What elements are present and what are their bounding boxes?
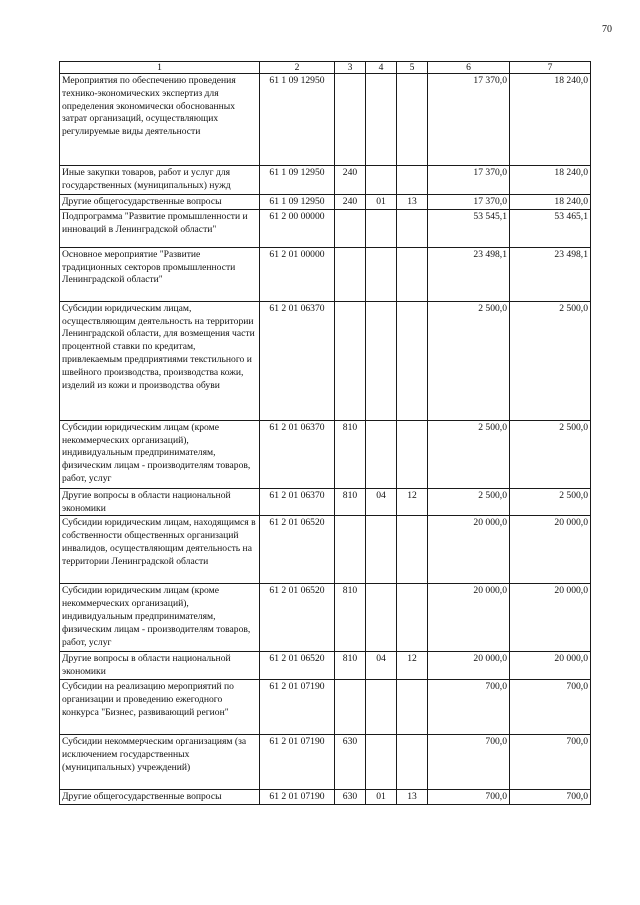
row-section [366,734,397,789]
row-expense-type [335,74,366,166]
row-name: Другие вопросы в области национальной экономики [60,652,260,680]
row-target-code: 61 2 01 07190 [260,734,335,789]
row-expense-type: 810 [335,488,366,516]
row-name: Мероприятия по обеспечению проведения технико-экономических экспертиз для определения экономически обоснованных затрат организаций, осуществляющих регулируемые виды деятельности [60,74,260,166]
table-header-row [60,62,591,74]
row-subsection [397,166,428,195]
row-amount-col7: 2 500,0 [510,420,591,488]
row-name: Основное мероприятие "Развитие традиционных секторов промышленности Ленинградской области" [60,247,260,301]
table-row [60,488,591,516]
row-subsection [397,301,428,420]
row-amount-col6: 20 000,0 [428,516,510,584]
row-amount-col7: 20 000,0 [510,652,591,680]
row-name: Субсидии юридическим лицам, находящимся в собственности общественных организаций инвалидов, осуществляющим деятельность на территории Ленинградской области [60,516,260,584]
row-section [366,209,397,247]
row-target-code: 61 2 01 07190 [260,789,335,804]
row-amount-col6: 23 498,1 [428,247,510,301]
row-name: Субсидии на реализацию мероприятий по организации и проведению ежегодного конкурса "Бизнес, развивающий регион" [60,679,260,734]
table-row [60,516,591,584]
table-row [60,734,591,789]
row-name: Иные закупки товаров, работ и услуг для государственных (муниципальных) нужд [60,166,260,195]
row-target-code: 61 2 01 06520 [260,516,335,584]
column-header: 3 [335,62,366,74]
table-row [60,166,591,195]
row-amount-col6: 53 545,1 [428,209,510,247]
row-amount-col6: 17 370,0 [428,166,510,195]
row-expense-type [335,301,366,420]
row-subsection: 13 [397,789,428,804]
row-subsection [397,734,428,789]
table-row [60,209,591,247]
row-section [366,420,397,488]
row-target-code: 61 2 01 06520 [260,652,335,680]
row-subsection [397,209,428,247]
table-row [60,420,591,488]
row-subsection [397,679,428,734]
row-target-code: 61 2 01 07190 [260,679,335,734]
row-expense-type [335,209,366,247]
row-name: Субсидии некоммерческим организациям (за исключением государственных (муниципальных) учреждений) [60,734,260,789]
row-target-code: 61 2 00 00000 [260,209,335,247]
row-section [366,166,397,195]
row-amount-col7: 700,0 [510,679,591,734]
row-expense-type [335,247,366,301]
row-amount-col6: 700,0 [428,679,510,734]
row-name: Другие общегосударственные вопросы [60,789,260,804]
row-target-code: 61 2 01 06370 [260,301,335,420]
row-expense-type: 240 [335,195,366,210]
page-number: 70 [602,24,612,35]
row-section: 04 [366,652,397,680]
row-expense-type: 810 [335,652,366,680]
row-amount-col7: 20 000,0 [510,516,591,584]
table-row [60,652,591,680]
row-amount-col7: 18 240,0 [510,195,591,210]
table-row [60,301,591,420]
row-name: Субсидии юридическим лицам (кроме некоммерческих организаций), индивидуальным предпринимателям, физическим лицам - производителям товаров, работ, услуг [60,584,260,652]
row-section [366,301,397,420]
row-amount-col7: 53 465,1 [510,209,591,247]
row-target-code: 61 2 01 00000 [260,247,335,301]
row-amount-col6: 700,0 [428,789,510,804]
row-amount-col7: 700,0 [510,734,591,789]
row-section [366,584,397,652]
row-amount-col7: 20 000,0 [510,584,591,652]
row-target-code: 61 1 09 12950 [260,166,335,195]
row-section [366,679,397,734]
row-amount-col6: 2 500,0 [428,420,510,488]
row-section: 01 [366,789,397,804]
column-header: 5 [397,62,428,74]
row-amount-col7: 700,0 [510,789,591,804]
row-subsection: 12 [397,652,428,680]
row-amount-col7: 2 500,0 [510,301,591,420]
row-amount-col6: 17 370,0 [428,74,510,166]
row-target-code: 61 1 09 12950 [260,74,335,166]
row-target-code: 61 2 01 06520 [260,584,335,652]
row-expense-type: 810 [335,584,366,652]
row-subsection [397,516,428,584]
row-target-code: 61 1 09 12950 [260,195,335,210]
row-subsection [397,74,428,166]
row-expense-type: 810 [335,420,366,488]
budget-table [59,61,591,805]
row-amount-col6: 20 000,0 [428,652,510,680]
table-row [60,247,591,301]
table-row [60,584,591,652]
table-row [60,789,591,804]
column-header: 6 [428,62,510,74]
row-expense-type: 240 [335,166,366,195]
column-header: 4 [366,62,397,74]
table-row [60,679,591,734]
row-subsection: 13 [397,195,428,210]
table-row [60,74,591,166]
row-target-code: 61 2 01 06370 [260,488,335,516]
row-section: 04 [366,488,397,516]
row-subsection [397,584,428,652]
row-target-code: 61 2 01 06370 [260,420,335,488]
row-amount-col6: 700,0 [428,734,510,789]
row-name: Субсидии юридическим лицам (кроме некоммерческих организаций), индивидуальным предпринимателям, физическим лицам - производителям товаров, работ, услуг [60,420,260,488]
table-row [60,195,591,210]
row-section [366,74,397,166]
row-amount-col6: 2 500,0 [428,488,510,516]
row-expense-type: 630 [335,789,366,804]
row-amount-col6: 17 370,0 [428,195,510,210]
row-name: Другие вопросы в области национальной экономики [60,488,260,516]
column-header: 1 [60,62,260,74]
row-amount-col6: 2 500,0 [428,301,510,420]
row-amount-col6: 20 000,0 [428,584,510,652]
column-header: 7 [510,62,591,74]
row-expense-type: 630 [335,734,366,789]
column-header: 2 [260,62,335,74]
row-amount-col7: 2 500,0 [510,488,591,516]
row-name: Подпрограмма "Развитие промышленности и инноваций в Ленинградской области" [60,209,260,247]
row-expense-type [335,679,366,734]
row-section: 01 [366,195,397,210]
row-amount-col7: 23 498,1 [510,247,591,301]
row-amount-col7: 18 240,0 [510,74,591,166]
row-section [366,516,397,584]
row-subsection: 12 [397,488,428,516]
row-amount-col7: 18 240,0 [510,166,591,195]
row-name: Субсидии юридическим лицам, осуществляющим деятельность на территории Ленинградской области, для возмещения части процентной ставки по кредитам, привлекаемым предприятиями текстильного и швейного производства, производства кожи, изделий из кожи и производства обуви [60,301,260,420]
row-section [366,247,397,301]
row-expense-type [335,516,366,584]
row-subsection [397,247,428,301]
row-name: Другие общегосударственные вопросы [60,195,260,210]
row-subsection [397,420,428,488]
